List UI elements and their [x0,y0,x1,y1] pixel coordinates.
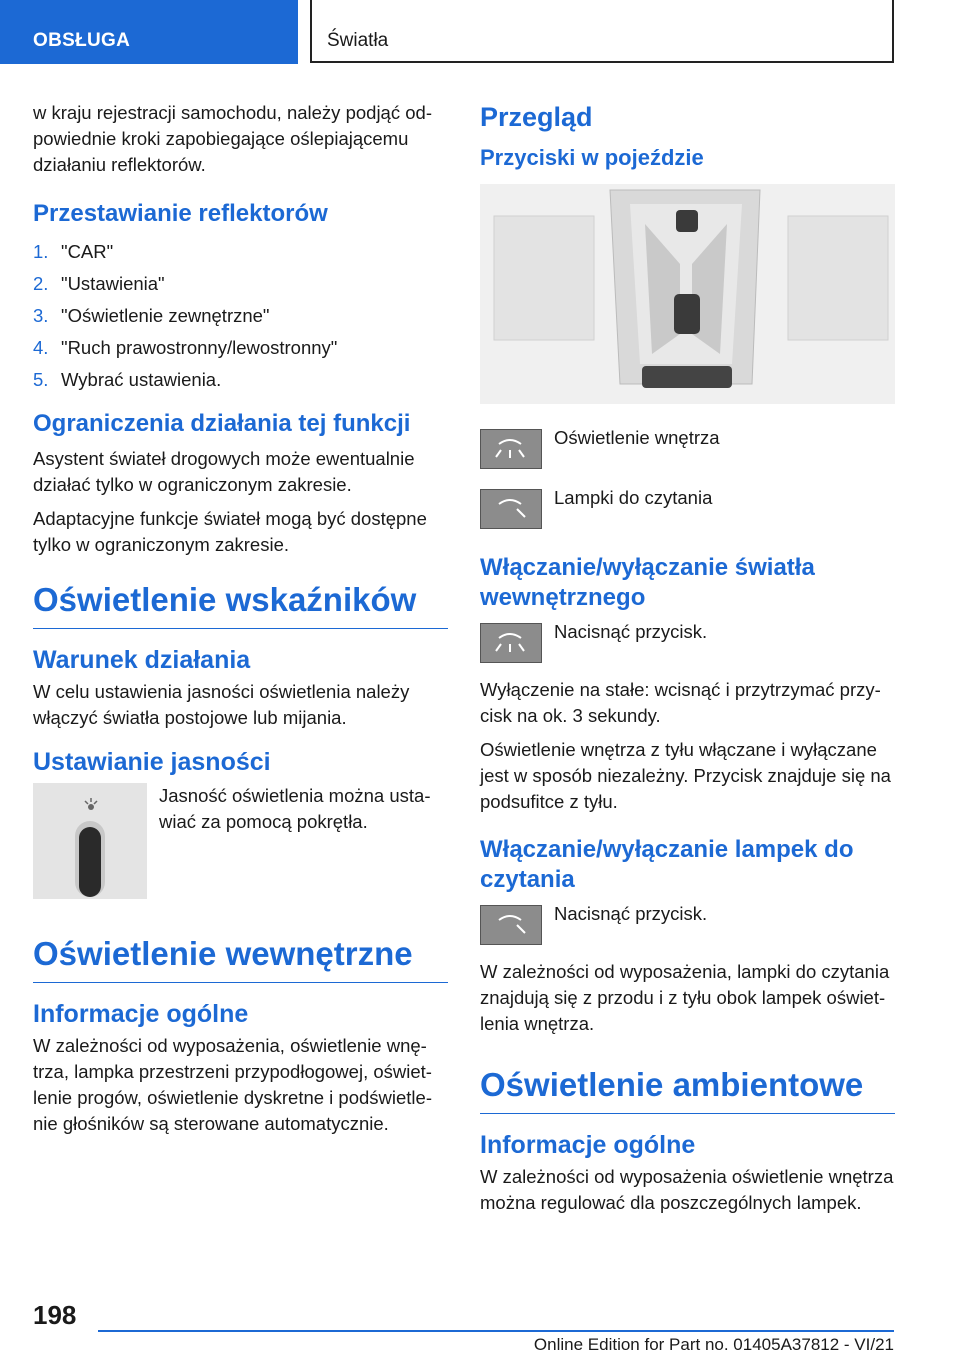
brightness-row [33,783,448,904]
brightness-paragraph: Jasność oświetlenia można ustawiać za pomocą pokrętła. [159,785,431,832]
reading-paragraph: W zależności od wyposażenia, lampki do czytania znajdują się z przodu i z tyłu obok lampek oświetlenia wnętrza. [480,961,890,1034]
section-tab [0,0,298,64]
list-item: 4. "Ruch prawostronny/lewostronny" [33,337,338,358]
heading-adjust: Przestawianie reflektorów [33,200,328,227]
intro-paragraph: w kraju rejestracji samochodu, należy podjąć odpowiednie kroki zapobiegające oślepiającemu działaniu reflektorów. [33,102,432,175]
onoff-button-text: Nacisnąć przycisk. [554,621,708,642]
overhead-console-image [480,184,895,409]
interior-light-row [480,429,895,469]
footer-divider [98,1330,894,1332]
heading-indicator-lighting: Oświetlenie wskaźników [33,580,448,629]
limits-paragraph-2: Adaptacyjne funkcje świateł mogą być dostępne tylko w ograniczonym zakresie. [33,508,427,555]
right-column [480,100,895,1224]
heading-buttons: Przyciski w pojeździe [480,145,704,170]
heading-general: Informacje ogólne [33,1000,249,1028]
footer-edition: Online Edition for Part no. 01405A37812 - VI/21 [533,1335,894,1354]
heading-brightness: Ustawianie jasności [33,748,271,776]
heading-overview: Przegląd [480,102,593,132]
list-item: 3. "Oświetlenie zewnętrzne" [33,305,270,326]
section-label: OBSŁUGA [33,30,131,51]
heading-interior-lighting: Oświetlenie wewnętrzne [33,934,448,983]
general-paragraph: W zależności od wyposażenia, oświetlenie wnętrza, lampka przestrzeni przypodłogowej, oświetlenie progów, oświetlenie dyskretne i podświetlenie głośników są sterowane automatycznie. [33,1035,433,1134]
onoff-paragraph-1: Wyłączenie na stałe: wcisnąć i przytrzymać przycisk na ok. 3 sekundy. [480,679,881,726]
page-number: 198 [33,1300,77,1330]
reading-light-button-icon [480,489,542,529]
reading-light-button-icon [480,905,542,945]
chapter-header [310,0,894,63]
heading-condition: Warunek działania [33,646,251,674]
interior-light-button-icon [480,623,542,663]
steps-list [33,236,448,396]
limits-paragraph-1: Asystent świateł drogowych może ewentualnie działać tylko w ograniczonym zakresie. [33,448,415,495]
list-item: 5. Wybrać ustawienia. [33,369,222,390]
general2-paragraph: W zależności od wyposażenia oświetlenie wnętrza można regulować dla poszczególnych lampek. [480,1166,894,1213]
onoff-row [480,623,895,663]
heading-ambient-lighting: Oświetlenie ambientowe [480,1065,895,1114]
heading-general-2: Informacje ogólne [480,1131,696,1159]
list-item: 2. "Ustawienia" [33,273,165,294]
dimmer-wheel-icon [33,783,147,904]
heading-reading: Włączanie/wyłączanie lampek do czytania [480,836,854,893]
reading-light-label: Lampki do czytania [554,487,713,508]
reading-row [480,905,895,945]
list-item: 1. "CAR" [33,241,114,262]
onoff-paragraph-2: Oświetlenie wnętrza z tyłu włączane i wyłączane jest w sposób niezależny. Przycisk znajduje się na podsufitce z tyłu. [480,739,891,812]
heading-onoff: Włączanie/wyłączanie światła wewnętrznego [480,554,815,611]
reading-light-row [480,489,895,529]
chapter-title: Światła [327,30,389,51]
interior-light-button-icon [480,429,542,469]
condition-paragraph: W celu ustawienia jasności oświetlenia należy włączyć światła postojowe lub mijania. [33,681,410,728]
heading-limits: Ograniczenia działania tej funkcji [33,410,411,437]
left-column [33,100,448,1145]
interior-light-label: Oświetlenie wnętrza [554,427,720,448]
reading-button-text: Nacisnąć przycisk. [554,903,708,924]
